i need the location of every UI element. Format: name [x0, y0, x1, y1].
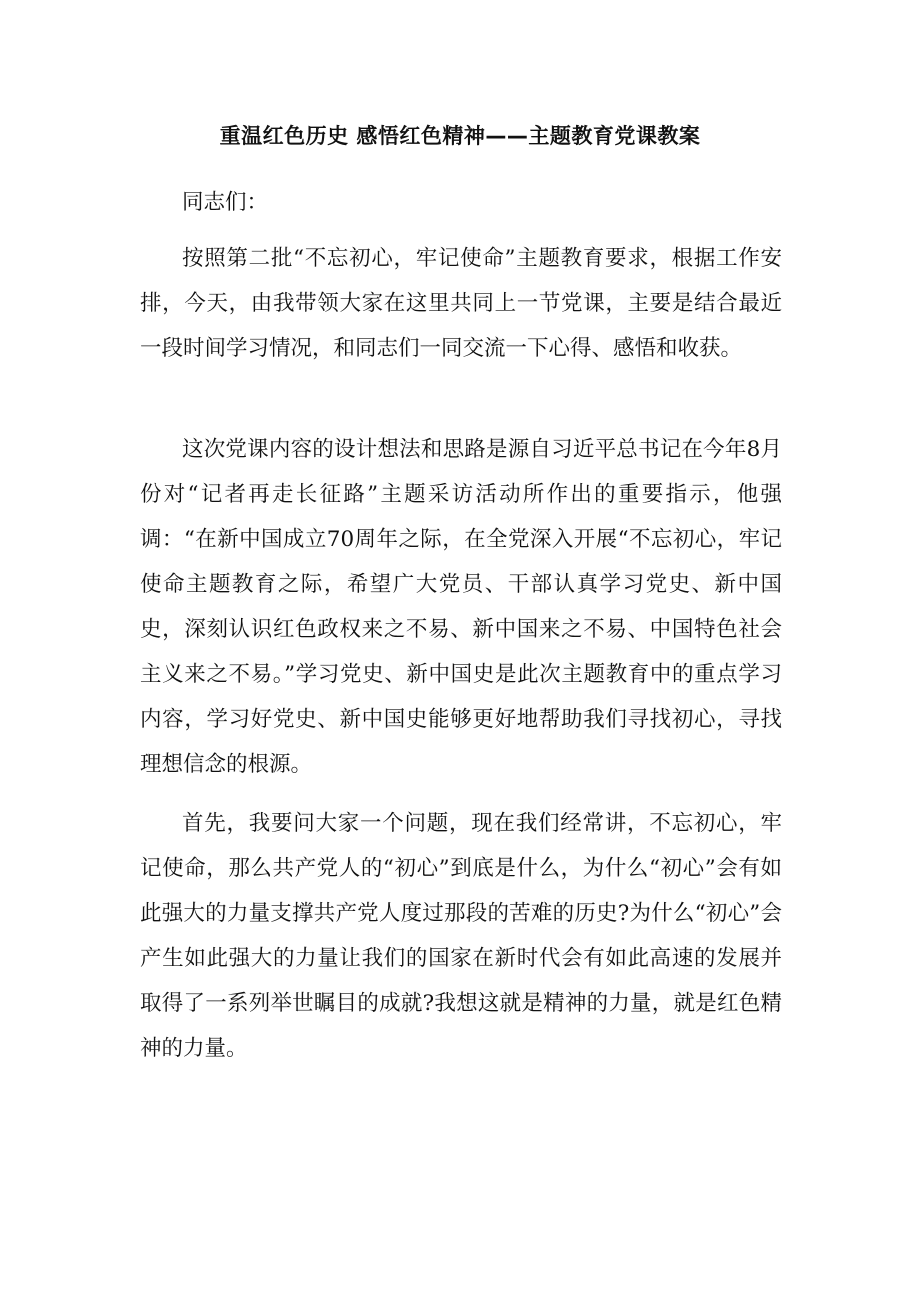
- document-title: 重温红色历史 感悟红色精神——主题教育党课教案: [219, 124, 701, 148]
- paragraph-1: 按照第二批“不忘初心，牢记使命”主题教育要求，根据工作安排，今天，由我带领大家在这里共同上一节党课，主要是结合最近一段时间学习情况，和同志们一同交流一下心得、感悟和收获。: [140, 246, 782, 361]
- paragraph-3: 首先，我要问大家一个问题，现在我们经常讲，不忘初心，牢记使命，那么共产党人的“初心”到底是什么，为什么“初心”会有如此强大的力量支撑共产党人度过那段的苦难的历史?为什么“初心”会产生如此强大的力量让我们的国家在新时代会有如此高速的发展并取得了一系列举世瞩目的成就?我想这就是精神的力量，就是红色精神的力量。: [140, 811, 782, 1061]
- paragraph-2: 这次党课内容的设计想法和思路是源自习近平总书记在今年8月份对“记者再走长征路”主题采访活动所作出的重要指示，他强调：“在新中国成立70周年之际，在全党深入开展“不忘初心，牢记使命主题教育之际，希望广大党员、干部认真学习党史、新中国史，深刻认识红色政权来之不易、新中国来之不易、中国特色社会主义来之不易。”学习党史、新中国史是此次主题教育中的重点学习内容，学习好党史、新中国史能够更好地帮助我们寻找初心，寻找理想信念的根源。: [140, 437, 782, 777]
- greeting: 同志们：: [182, 190, 269, 215]
